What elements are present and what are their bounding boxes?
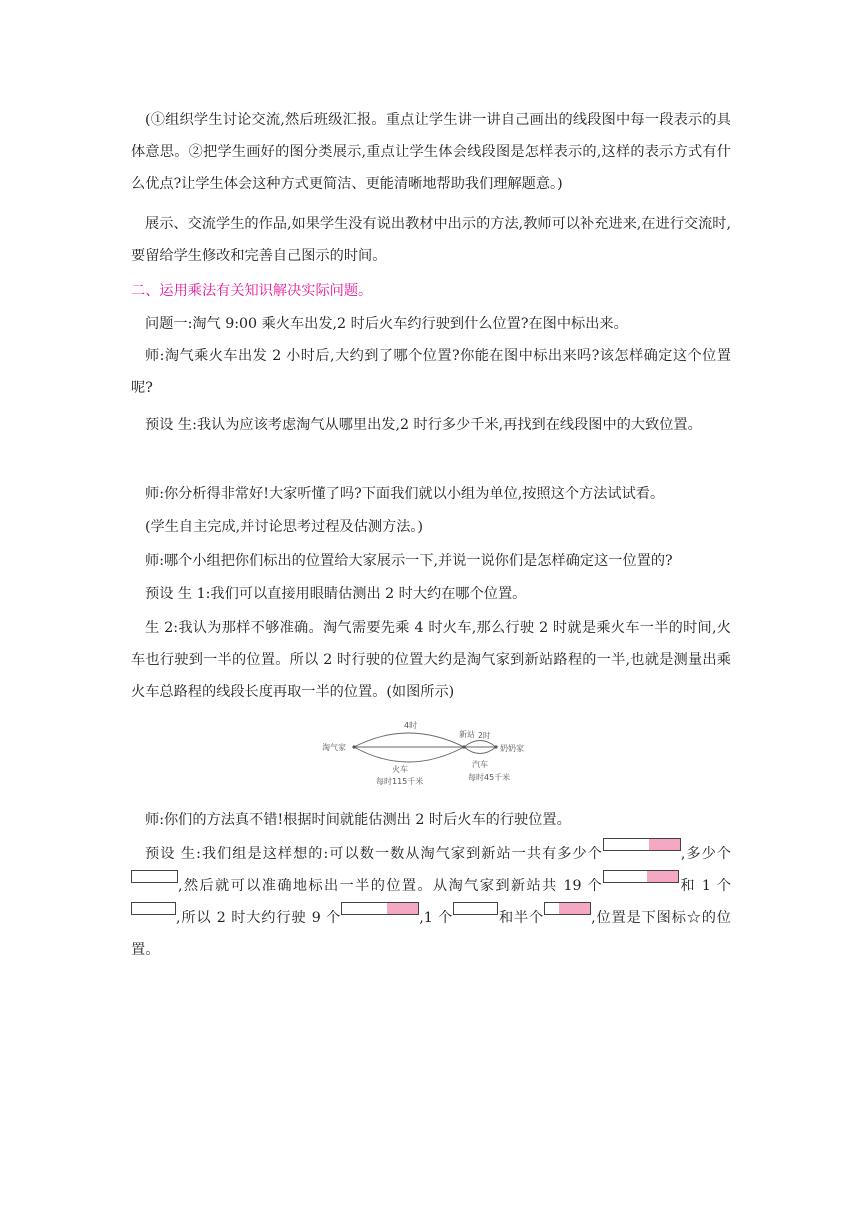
- method-text-8: ,位置是下图标☆的位置。: [131, 910, 731, 958]
- paragraph-student-answer: 预设 生:我认为应该考虑淘气从哪里出发,2 时行多少千米,再找到在线段图中的大致位置。: [145, 417, 702, 433]
- label-2h: 2时: [478, 731, 491, 740]
- paragraph-discussion-note: (①组织学生讨论交流,然后班级汇报。重点让学生讲一讲自己画出的线段图中每一段表示的具体意思。②把学生画好的图分类展示,重点让学生体会线段图是怎样表示的,这样的表示方式有什么优点?让学生体会这种方式更简洁、更能清晰地帮助我们理解题意。): [131, 112, 731, 192]
- lower-arc: [354, 747, 464, 762]
- paragraph-teacher-praise: 师:你分析得非常好!大家听懂了吗?下面我们就以小组为单位,按照这个方法试试看。: [145, 486, 665, 502]
- method-text-5: ,所以 2 时大约行驶 9 个: [176, 910, 342, 926]
- unit-box-white: [131, 902, 176, 915]
- unit-box-pink: [544, 902, 591, 915]
- unit-box-white: [131, 870, 178, 883]
- paragraph-group-method: [131, 838, 731, 966]
- label-end: 奶奶家: [500, 744, 524, 753]
- paragraph-display-works: 展示、交流学生的作品,如果学生没有说出教材中出示的方法,教师可以补充进来,在进行交流时,要留给学生修改和完善自己图示的时间。: [131, 216, 731, 264]
- station-dot: [462, 745, 465, 748]
- start-dot: [352, 745, 355, 748]
- method-text-2: ,多少个: [680, 846, 731, 862]
- paragraph-teacher-ask-group: 师:哪个小组把你们标出的位置给大家展示一下,并说一说你们是怎样确定这一位置的?: [145, 553, 673, 569]
- label-train: 火车: [392, 765, 408, 774]
- route-diagram: [318, 714, 538, 790]
- label-train-speed: 每时115千米: [376, 777, 424, 786]
- method-text-3: ,然后就可以准确地标出一半的位置。从淘气家到新站共 19 个: [178, 878, 604, 894]
- paragraph-student-1: 预设 生 1:我们可以直接用眼睛估测出 2 时大约在哪个位置。: [145, 586, 527, 602]
- method-text-6: ,1 个: [419, 910, 454, 926]
- paragraph-student-2: 生 2:我认为那样不够准确。淘气需要先乘 4 时火车,那么行驶 2 时就是乘火车一半的时间,火车也行驶到一半的位置。所以 2 时行驶的位置大约是淘气家到新站路程的一半,也就是测量出乘火车总路程的线段长度再取一半的位置。(如图所示): [131, 620, 731, 700]
- method-text-7: 和半个: [498, 910, 545, 926]
- label-start: 淘气家: [322, 743, 346, 752]
- upper-arc: [354, 733, 464, 747]
- end-dot: [494, 745, 497, 748]
- method-text-4: 和 1 个: [679, 878, 732, 894]
- label-station: 新站: [459, 730, 475, 739]
- method-text-1: 预设 生:我们组是这样想的:可以数一数从淘气家到新站一共有多少个: [145, 846, 603, 862]
- paragraph-teacher-question: 师:淘气乘火车出发 2 小时后,大约到了哪个位置?你能在图中标出来吗?该怎样确定这个位置呢?: [131, 348, 731, 396]
- car-lower-arc: [464, 747, 496, 754]
- section-heading: 二、运用乘法有关知识解决实际问题。: [131, 283, 373, 299]
- car-upper-arc: [464, 741, 496, 748]
- unit-box-white-pink: [603, 870, 679, 883]
- label-car-speed: 每时45千米: [468, 773, 511, 782]
- label-car: 汽车: [472, 760, 488, 769]
- unit-box-white-pink: [603, 838, 681, 851]
- paragraph-teacher-comment: 师:你们的方法真不错!根据时间就能估测出 2 时后火车的行驶位置。: [145, 812, 571, 828]
- paragraph-self-work: (学生自主完成,并讨论思考过程及估测方法。): [145, 519, 424, 535]
- unit-box-white: [453, 902, 498, 915]
- label-4h: 4时: [404, 721, 418, 730]
- unit-box-white-pink: [341, 902, 419, 915]
- paragraph-question-one: 问题一:淘气 9:00 乘火车出发,2 时后火车约行驶到什么位置?在图中标出来。: [145, 316, 628, 332]
